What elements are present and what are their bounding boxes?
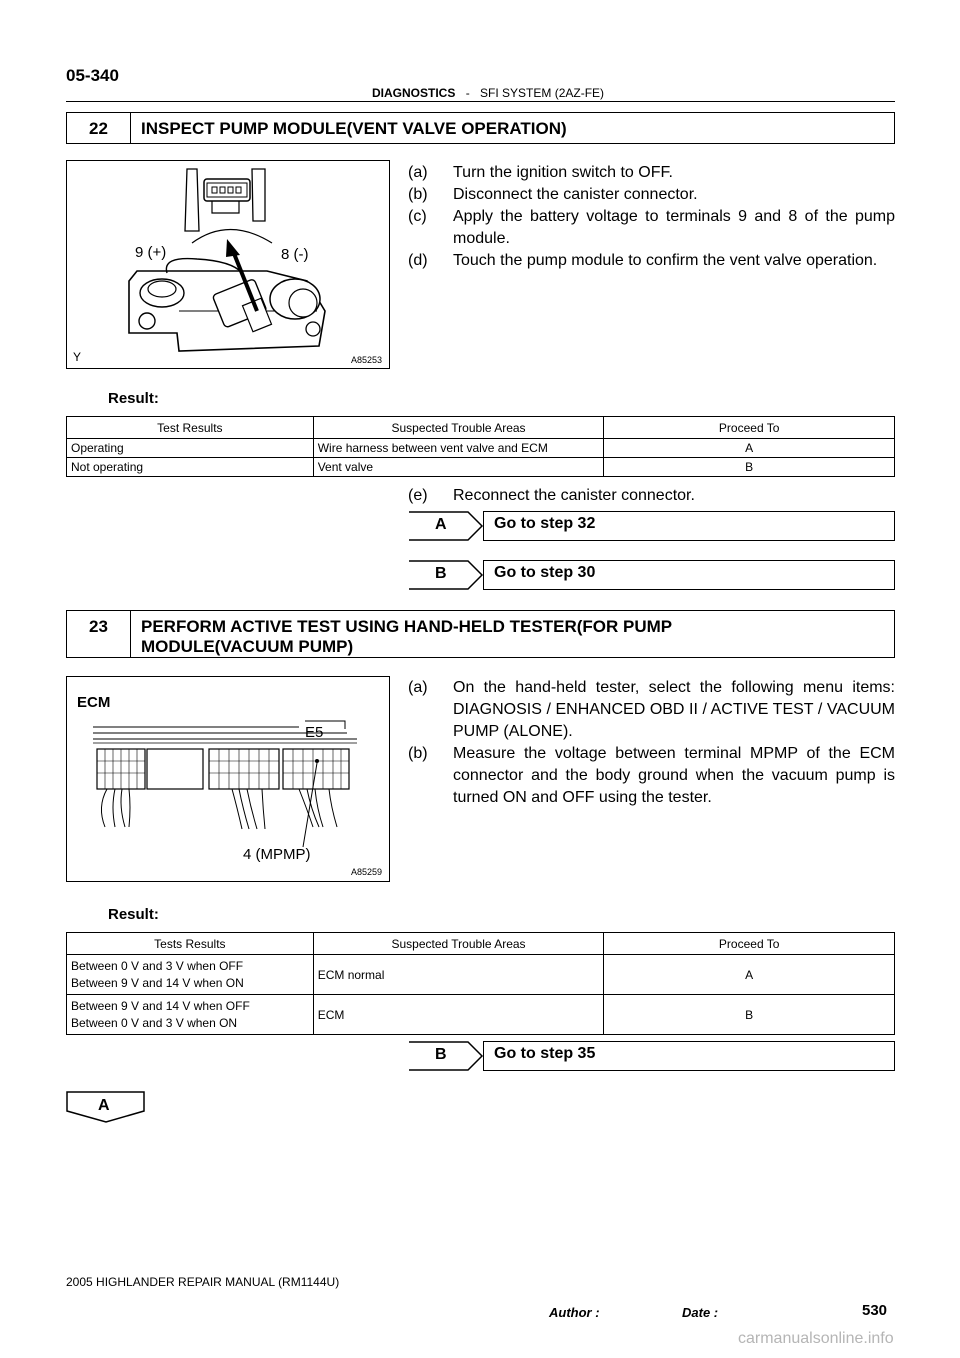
author-label: Author : (549, 1305, 600, 1320)
goto-text: Go to step 30 (483, 560, 895, 590)
goto-arrow-icon (408, 560, 488, 590)
figure-code-a85253: A85253 (351, 355, 383, 365)
table-cell: A (604, 955, 895, 995)
ecm-label: ECM (77, 694, 111, 711)
table-header: Suspected Trouble Areas (313, 417, 604, 439)
goto-letter: A (435, 516, 447, 533)
goto-letter: B (435, 1046, 447, 1063)
page-number: 05-340 (66, 66, 119, 85)
goto-text: Go to step 35 (483, 1041, 895, 1071)
date-label: Date : (682, 1305, 719, 1320)
step-23-number: 23 (67, 611, 131, 657)
instruction-c: (c) Apply the battery voltage to terminals 9 and 8 of the pump module. (408, 208, 895, 247)
header-rule (66, 101, 895, 102)
instruction-a: (a) Turn the ignition switch to OFF. (408, 164, 673, 181)
step-23-header (66, 610, 895, 658)
table-row (67, 995, 895, 1035)
pump-module-drawing (67, 161, 388, 367)
e5-label: E5 (305, 724, 324, 741)
goto-arrow-icon (408, 511, 488, 541)
table-cell: A (604, 439, 895, 458)
step-22-instructions (408, 162, 895, 272)
step-22-result-label: Result: (108, 390, 159, 407)
ecm-connector-drawing (67, 677, 388, 880)
continue-letter: A (98, 1097, 110, 1114)
instruction-d: (d) Touch the pump module to confirm the vent valve operation. (408, 252, 878, 269)
table-row (67, 439, 895, 458)
table-header: Proceed To (604, 417, 895, 439)
step-23-result-label: Result: (108, 906, 159, 923)
table-cell: B (604, 458, 895, 477)
step-22-header (66, 112, 895, 144)
section-header (372, 86, 604, 100)
figure-code-a85259: A85259 (351, 867, 383, 877)
step-23-title: PERFORM ACTIVE TEST USING HAND-HELD TESTER(FOR PUMP MODULE(VACUUM PUMP) (141, 617, 673, 656)
table-row (67, 458, 895, 477)
goto-step-35[interactable] (408, 1041, 895, 1071)
terminal-8-label: 8 (-) (281, 246, 309, 263)
instruction-b: (b) Disconnect the canister connector. (408, 186, 698, 203)
table-cell: Between 9 V and 14 V when OFF Between 0 V and 3 V when ON (67, 995, 314, 1035)
table-header: Suspected Trouble Areas (313, 933, 604, 955)
ecm-connector-figure (66, 676, 390, 882)
table-cell: Operating (67, 439, 314, 458)
table-cell: Wire harness between vent valve and ECM (313, 439, 604, 458)
goto-text: Go to step 32 (483, 511, 895, 541)
terminal-9-label: 9 (+) (135, 244, 167, 261)
table-header: Test Results (67, 417, 314, 439)
table-cell: Not operating (67, 458, 314, 477)
footer-page-number: 530 (862, 1302, 888, 1319)
instruction-a: (a) On the hand-held tester, select the following menu items: DIAGNOSIS / ENHANCED OBD II / ACTIVE TEST / VACUUM PUMP (ALONE). (408, 679, 895, 740)
step-23-instructions (408, 677, 895, 809)
manual-footer: 2005 HIGHLANDER REPAIR MANUAL (RM1144U) (66, 1275, 340, 1289)
instruction-e: (e) Reconnect the canister connector. (408, 487, 695, 504)
table-cell: ECM normal (313, 955, 604, 995)
step-22-result-table (66, 416, 895, 477)
subsection-name: SFI SYSTEM (2AZ-FE) (480, 86, 605, 100)
continue-a-marker[interactable] (66, 1091, 146, 1123)
header-dash: - (465, 86, 470, 100)
goto-step-30[interactable] (408, 560, 895, 590)
figure-corner-mark: Y (73, 350, 82, 364)
goto-arrow-icon (408, 1041, 488, 1071)
table-cell: ECM (313, 995, 604, 1035)
table-header-row (67, 933, 895, 955)
goto-letter: B (435, 565, 447, 582)
table-cell: Between 0 V and 3 V when OFF Between 9 V and 14 V when ON (67, 955, 314, 995)
mpmp-terminal-label: 4 (MPMP) (243, 846, 311, 863)
table-header-row (67, 417, 895, 439)
instruction-b: (b) Measure the voltage between terminal MPMP of the ECM connector and the body ground when the vacuum pump is turned ON and OFF using the tester. (408, 745, 895, 806)
table-cell: B (604, 995, 895, 1035)
watermark: carmanualsonline.info (738, 1330, 894, 1347)
goto-step-32[interactable] (408, 511, 895, 541)
table-row (67, 955, 895, 995)
step-23-result-table (66, 932, 895, 1035)
table-cell: Vent valve (313, 458, 604, 477)
table-header: Tests Results (67, 933, 314, 955)
table-header: Proceed To (604, 933, 895, 955)
pump-module-figure (66, 160, 390, 369)
step-22-title: INSPECT PUMP MODULE(VENT VALVE OPERATION) (141, 119, 567, 138)
step-22-number: 22 (67, 113, 131, 143)
section-name: DIAGNOSTICS (372, 86, 456, 100)
